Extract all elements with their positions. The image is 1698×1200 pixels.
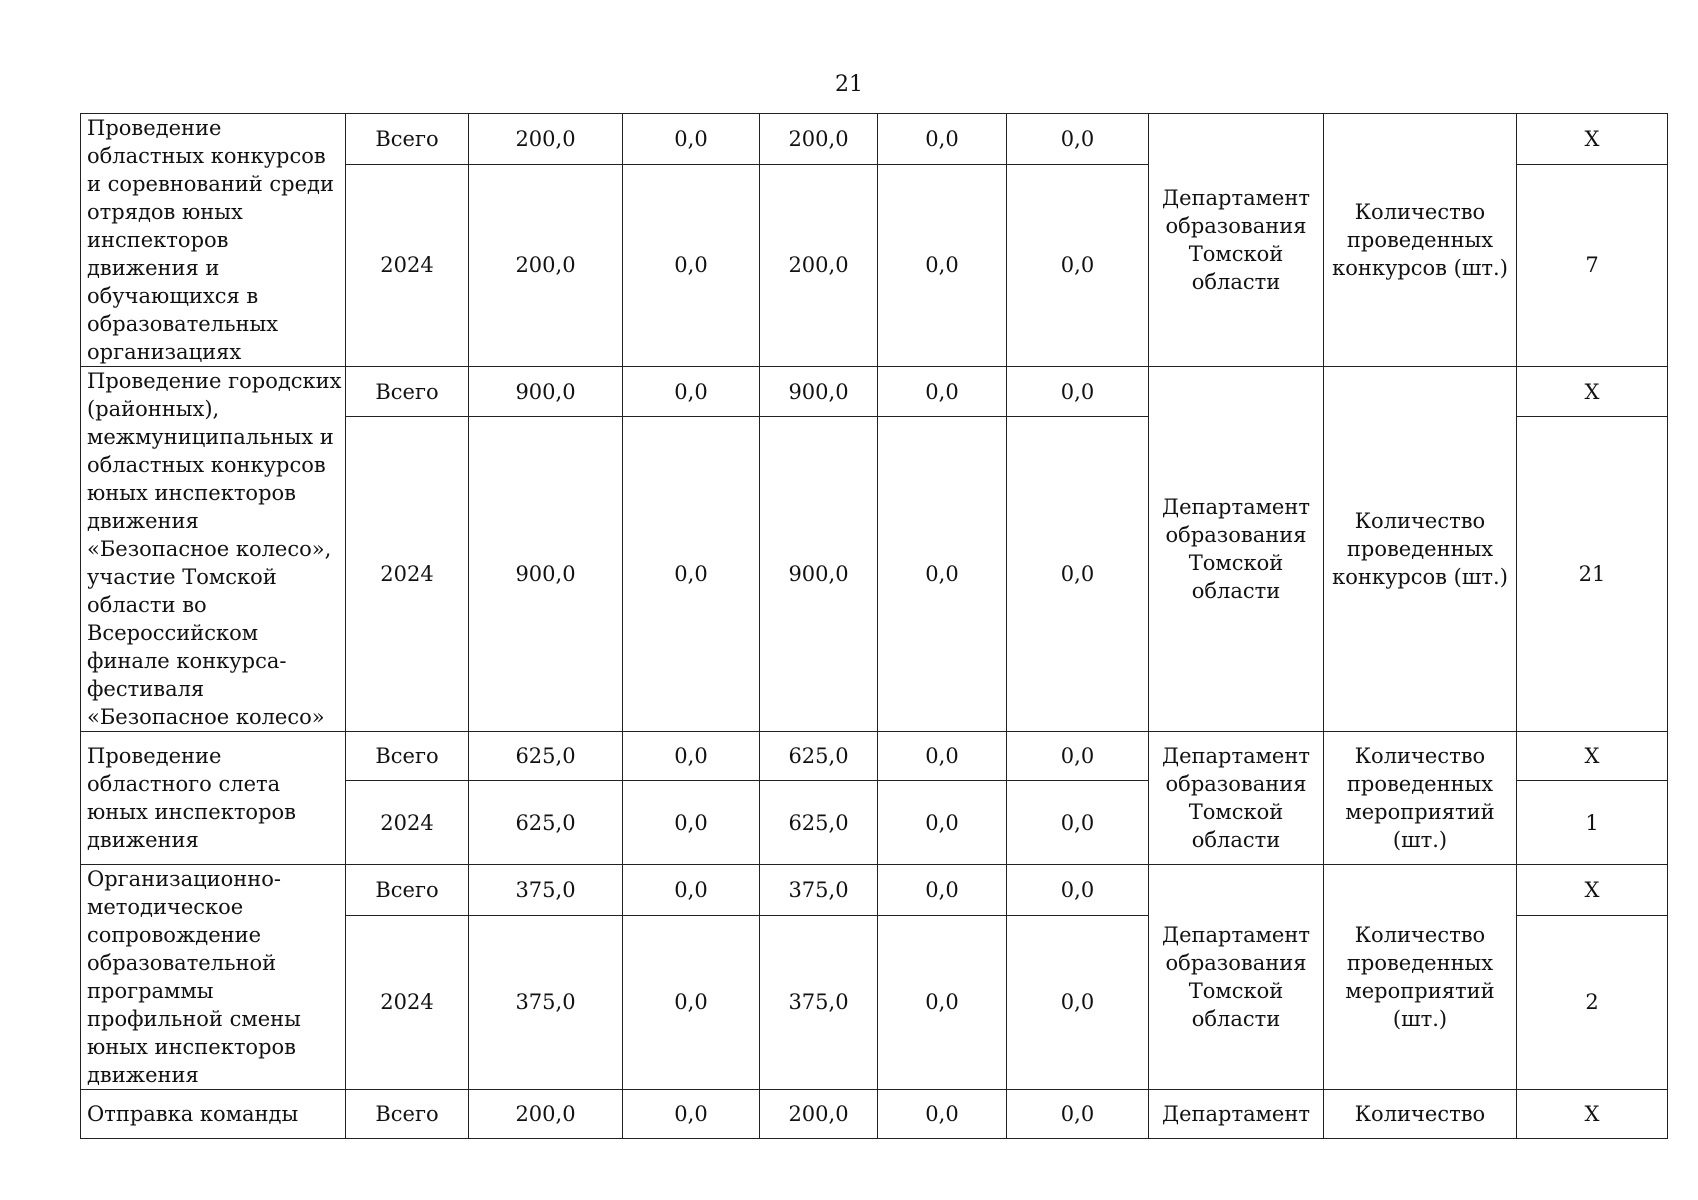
amount-regional-cell: 625,0 [760,781,878,865]
event-name-cell: Проведение городских (районных), межмуниципальных и областных конкурсов юных инспекторов движения «Безопасное колесо», участие Томской области во Всероссийском финале конкурса-фестиваля «Безопасное колесо» [81,367,346,732]
amount-regional-cell: 375,0 [760,915,878,1089]
amount-other-cell: 0,0 [1007,865,1149,916]
amount-local-cell: 0,0 [878,732,1007,781]
table-row [81,367,1668,417]
amount-local-cell: 0,0 [878,164,1007,366]
amount-federal-cell: 0,0 [623,732,760,781]
amount-total-cell: 200,0 [469,1090,623,1139]
table-row [81,114,1668,165]
period-label-cell: Всего [346,732,469,781]
executor-cell: Департамент образования Томской области [1149,865,1324,1090]
indicator-value-cell: X [1517,1090,1668,1139]
amount-local-cell: 0,0 [878,367,1007,417]
amount-other-cell: 0,0 [1007,732,1149,781]
amount-other-cell: 0,0 [1007,367,1149,417]
indicator-cell: Количество проведенных мероприятий (шт.) [1324,732,1517,865]
amount-other-cell: 0,0 [1007,915,1149,1089]
amount-local-cell: 0,0 [878,865,1007,916]
executor-cell: Департамент образования Томской области [1149,732,1324,865]
amount-regional-cell: 625,0 [760,732,878,781]
program-table [80,113,1668,1139]
amount-federal-cell: 0,0 [623,1090,760,1139]
indicator-value-cell: 1 [1517,781,1668,865]
amount-regional-cell: 200,0 [760,1090,878,1139]
amount-federal-cell: 0,0 [623,164,760,366]
amount-local-cell: 0,0 [878,915,1007,1089]
table-row [81,865,1668,916]
event-name-cell: Проведение областного слета юных инспекторов движения [81,732,346,865]
indicator-value-cell: X [1517,367,1668,417]
amount-other-cell: 0,0 [1007,164,1149,366]
amount-total-cell: 200,0 [469,164,623,366]
indicator-value-cell: X [1517,114,1668,165]
page-number: 21 [835,72,863,97]
period-label-cell: Всего [346,367,469,417]
amount-other-cell: 0,0 [1007,114,1149,165]
amount-federal-cell: 0,0 [623,114,760,165]
indicator-value-cell: X [1517,865,1668,916]
event-name-cell: Организационно-методическое сопровождение образовательной программы профильной смены юных инспекторов движения [81,865,346,1090]
amount-total-cell: 625,0 [469,781,623,865]
executor-cell: Департамент образования Томской области [1149,367,1324,732]
amount-local-cell: 0,0 [878,417,1007,732]
event-name-cell: Проведение областных конкурсов и соревнований среди отрядов юных инспекторов движения и обучающихся в образовательных организациях [81,114,346,367]
amount-local-cell: 0,0 [878,114,1007,165]
executor-cell: Департамент [1149,1090,1324,1139]
amount-federal-cell: 0,0 [623,915,760,1089]
event-name-cell: Отправка команды [81,1090,346,1139]
period-label-cell: 2024 [346,915,469,1089]
period-label-cell: Всего [346,865,469,916]
indicator-value-cell: 21 [1517,417,1668,732]
amount-total-cell: 200,0 [469,114,623,165]
indicator-value-cell: 2 [1517,915,1668,1089]
indicator-value-cell: 7 [1517,164,1668,366]
amount-other-cell: 0,0 [1007,1090,1149,1139]
amount-federal-cell: 0,0 [623,367,760,417]
period-label-cell: 2024 [346,781,469,865]
amount-local-cell: 0,0 [878,781,1007,865]
amount-regional-cell: 200,0 [760,164,878,366]
amount-total-cell: 900,0 [469,367,623,417]
period-label-cell: 2024 [346,417,469,732]
indicator-cell: Количество [1324,1090,1517,1139]
amount-federal-cell: 0,0 [623,417,760,732]
executor-cell: Департамент образования Томской области [1149,114,1324,367]
indicator-value-cell: X [1517,732,1668,781]
period-label-cell: Всего [346,1090,469,1139]
indicator-cell: Количество проведенных конкурсов (шт.) [1324,114,1517,367]
amount-other-cell: 0,0 [1007,417,1149,732]
amount-total-cell: 375,0 [469,915,623,1089]
table-row [81,732,1668,781]
amount-regional-cell: 900,0 [760,367,878,417]
period-label-cell: Всего [346,114,469,165]
amount-total-cell: 900,0 [469,417,623,732]
period-label-cell: 2024 [346,164,469,366]
amount-regional-cell: 200,0 [760,114,878,165]
amount-federal-cell: 0,0 [623,865,760,916]
amount-other-cell: 0,0 [1007,781,1149,865]
amount-federal-cell: 0,0 [623,781,760,865]
amount-regional-cell: 375,0 [760,865,878,916]
indicator-cell: Количество проведенных мероприятий (шт.) [1324,865,1517,1090]
table-row [81,1090,1668,1139]
indicator-cell: Количество проведенных конкурсов (шт.) [1324,367,1517,732]
amount-regional-cell: 900,0 [760,417,878,732]
amount-local-cell: 0,0 [878,1090,1007,1139]
amount-total-cell: 375,0 [469,865,623,916]
amount-total-cell: 625,0 [469,732,623,781]
